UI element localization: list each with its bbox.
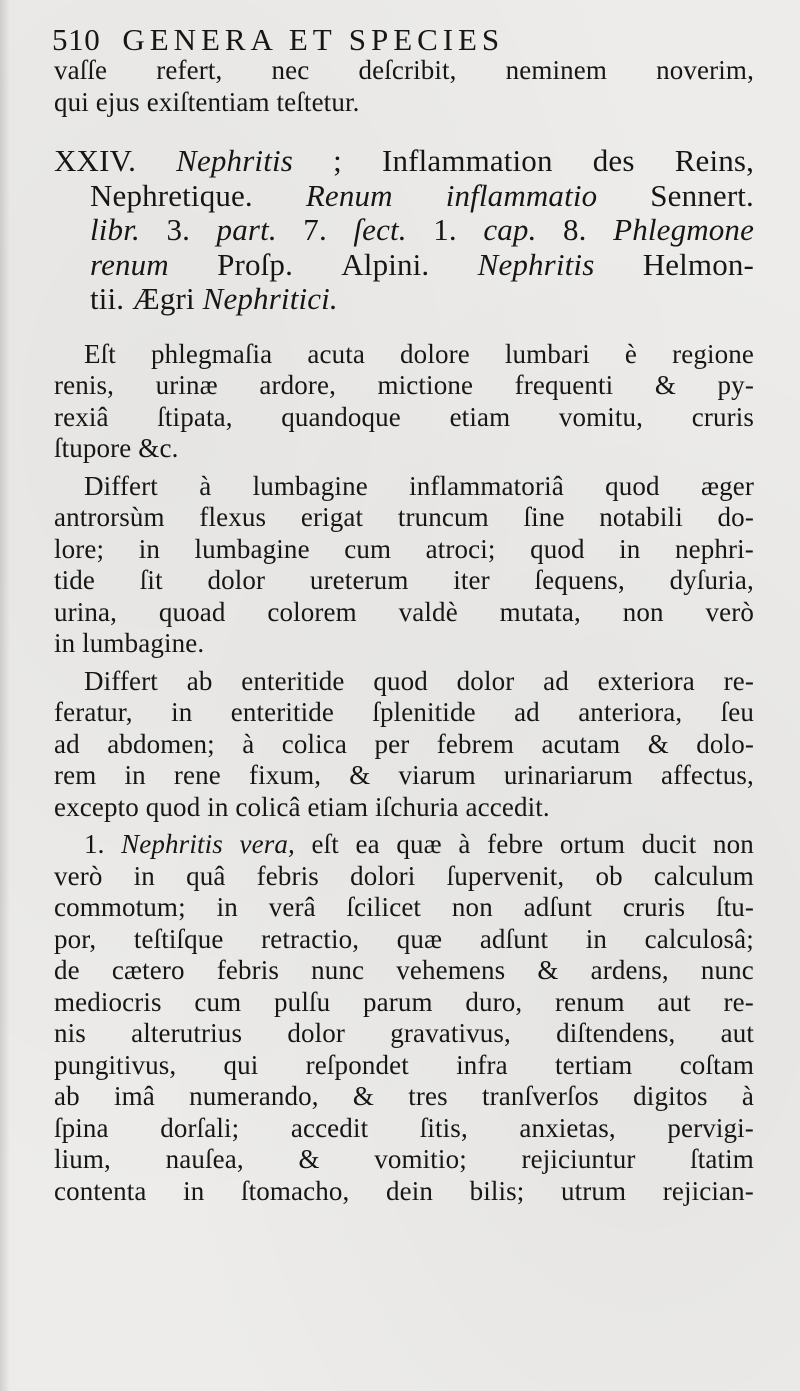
- word: Reins,: [674, 143, 754, 178]
- word: lumbagine: [252, 470, 368, 501]
- paragraph: [54, 339, 754, 465]
- word: &: [537, 955, 559, 985]
- word: libr.: [90, 212, 140, 247]
- word: dolor: [287, 1018, 345, 1048]
- word: vehemens: [396, 955, 506, 985]
- word: Eſt: [84, 338, 116, 369]
- word: anteriora,: [578, 697, 683, 727]
- intro-text: [54, 55, 754, 118]
- word: colorem: [267, 596, 357, 627]
- word: ſect.: [353, 212, 407, 247]
- word: &: [654, 370, 676, 400]
- word: in: [585, 923, 607, 954]
- word: ſtu-: [715, 892, 754, 922]
- word: enteritide: [230, 697, 335, 727]
- word: ad: [543, 665, 569, 696]
- word: nephri-: [674, 533, 754, 564]
- word: nauſea,: [165, 1144, 244, 1174]
- word: febris: [256, 860, 319, 891]
- text-line: [54, 1176, 754, 1208]
- text-line: [54, 666, 754, 698]
- word: utrum: [561, 1175, 627, 1206]
- word: Nephretique.: [90, 177, 253, 213]
- text-line: [54, 565, 754, 597]
- word: imâ: [113, 1081, 155, 1111]
- word: flexus: [199, 502, 267, 532]
- heading-line: [54, 144, 754, 179]
- running-head: [52, 24, 754, 55]
- text-line: qui ejus exiſtentiam teſtetur.: [54, 86, 360, 117]
- word: quod: [530, 533, 585, 564]
- word: parum: [362, 986, 433, 1017]
- word: nis: [54, 1018, 86, 1048]
- word: ad: [54, 728, 80, 759]
- word: deſcribit,: [358, 55, 457, 85]
- text-line: in lumbagine.: [54, 628, 205, 658]
- word: atroci;: [425, 533, 496, 564]
- word: Proſp.: [217, 246, 293, 282]
- word: quæ: [396, 829, 442, 859]
- text-line: [54, 987, 754, 1019]
- word: cruris: [622, 892, 686, 922]
- word: à: [242, 728, 255, 759]
- word: verò: [705, 596, 754, 627]
- word: vera,: [239, 829, 295, 859]
- word: pulſu: [274, 986, 331, 1017]
- word: antrorsùm: [54, 502, 165, 532]
- word: mutata,: [499, 596, 581, 627]
- word: quâ: [186, 860, 226, 891]
- word: dyſuria,: [669, 565, 754, 595]
- text-line: [54, 1144, 754, 1176]
- word: colica: [281, 728, 348, 759]
- word: etiam: [449, 401, 511, 432]
- word: part.: [216, 212, 277, 247]
- word: 8.: [563, 212, 587, 247]
- text-line: [54, 597, 754, 629]
- body-text: [54, 339, 754, 1208]
- word: febris: [216, 955, 280, 985]
- heading-line: [54, 213, 754, 248]
- word: accedit: [290, 1112, 369, 1143]
- word: quandoque: [281, 401, 401, 432]
- text-line: [54, 402, 754, 434]
- text-line: [54, 339, 754, 371]
- word: inflammatio: [445, 177, 598, 213]
- word: non: [622, 596, 664, 627]
- word: urinariarum: [503, 760, 633, 790]
- word: urinæ: [155, 370, 218, 400]
- word: quæ: [396, 923, 443, 954]
- word: reſpondet: [305, 1049, 409, 1080]
- word: tii.: [90, 281, 125, 316]
- word: acuta: [307, 338, 365, 369]
- word: in: [133, 860, 155, 891]
- word: febrem: [436, 728, 515, 759]
- text-line: [54, 1018, 754, 1050]
- text-line: [54, 1113, 754, 1145]
- word: truncum: [397, 502, 489, 532]
- word: cum: [344, 533, 392, 564]
- section-heading: [54, 144, 754, 317]
- text-line: [54, 892, 754, 924]
- word: renum: [555, 986, 625, 1017]
- word: Phlegmone: [613, 212, 754, 247]
- word: Differt: [84, 665, 158, 696]
- word: acutam: [541, 728, 621, 759]
- word: à: [741, 1081, 754, 1111]
- word: digitos: [633, 1081, 708, 1111]
- word: renum: [90, 246, 169, 282]
- word: quod: [605, 470, 660, 501]
- word: non: [451, 892, 493, 922]
- word: lumbari: [504, 338, 590, 369]
- word: ſtipata,: [157, 401, 233, 432]
- word: ſcilicet: [346, 892, 422, 922]
- word: dolo-: [696, 728, 754, 759]
- word: ardens,: [590, 955, 669, 985]
- word: iter: [453, 565, 490, 595]
- word: in: [138, 533, 160, 564]
- text-line: [54, 1050, 754, 1082]
- word: commotum;: [54, 892, 186, 922]
- word: vaſſe: [54, 55, 108, 85]
- word: verò: [54, 860, 103, 891]
- word: nunc: [311, 955, 365, 985]
- word: rejiciuntur: [521, 1144, 636, 1174]
- word: contenta: [54, 1175, 147, 1206]
- word: cruris: [691, 401, 754, 432]
- word: pungitivus,: [54, 1049, 177, 1080]
- text-line: [54, 829, 754, 861]
- word: Nephritici.: [194, 281, 338, 316]
- word: renis,: [54, 370, 115, 400]
- word: aut: [657, 986, 691, 1017]
- word: valdè: [398, 596, 458, 627]
- word: Nephritis: [477, 246, 595, 282]
- word: eſt: [311, 829, 339, 859]
- word: Renum: [305, 177, 393, 213]
- word: &: [352, 1081, 375, 1111]
- word: Ægri: [124, 281, 195, 316]
- word: &: [298, 1144, 320, 1174]
- text-line: [54, 370, 754, 402]
- word: lium,: [54, 1144, 111, 1174]
- word: abdomen;: [107, 728, 215, 759]
- heading-line: [54, 282, 754, 317]
- word: calculosâ;: [644, 923, 754, 954]
- word: duro,: [465, 986, 523, 1017]
- text-line: [54, 729, 754, 761]
- word: ea: [355, 829, 380, 859]
- word: regione: [672, 338, 754, 369]
- word: ardore,: [259, 370, 336, 400]
- word: dorſali;: [160, 1112, 240, 1143]
- text-line: [54, 55, 754, 87]
- word: tertiam: [555, 1049, 633, 1080]
- word: vomitio;: [374, 1144, 467, 1174]
- word: Helmon-: [642, 246, 754, 282]
- text-line: excepto quod in colicâ etiam iſchuria accedit.: [54, 791, 550, 822]
- text-line: [54, 955, 754, 987]
- word: calculum: [653, 860, 754, 891]
- word: ;: [333, 143, 342, 178]
- word: tres: [408, 1081, 448, 1111]
- word: non: [712, 829, 754, 859]
- word: rejician-: [662, 1175, 754, 1206]
- word: in: [124, 760, 146, 790]
- word: ortum: [559, 829, 626, 859]
- word: lore;: [54, 533, 105, 564]
- paragraph: [54, 471, 754, 660]
- word: dolori: [350, 860, 416, 891]
- word: æger: [700, 470, 754, 501]
- word: dolor: [456, 665, 515, 696]
- word: de: [54, 955, 80, 985]
- text-line: [54, 760, 754, 792]
- word: exteriora: [597, 665, 695, 696]
- word: vomitu,: [558, 401, 644, 432]
- word: ab: [54, 1081, 80, 1111]
- word: ab: [186, 665, 213, 696]
- text-line: [54, 502, 754, 534]
- word: retractio,: [261, 923, 360, 954]
- word: mictione: [377, 370, 474, 400]
- text-line: [54, 534, 754, 566]
- word: à: [199, 470, 212, 501]
- word: pervigi-: [667, 1112, 754, 1143]
- word: cum: [194, 986, 242, 1017]
- word: des: [592, 143, 635, 178]
- word: re-: [723, 665, 754, 696]
- word: do-: [717, 502, 754, 532]
- running-title: GENERA ET SPECIES: [122, 22, 505, 57]
- word: viarum: [398, 760, 476, 790]
- text-line: [54, 471, 754, 503]
- word: Inflammation: [382, 143, 553, 178]
- word: ducit: [641, 829, 697, 859]
- word: numerando,: [189, 1081, 319, 1111]
- word: neminem: [505, 55, 608, 85]
- word: in: [216, 892, 238, 922]
- paragraph: [54, 666, 754, 824]
- word: quoad: [158, 596, 226, 627]
- word: teſtiſque: [133, 923, 224, 954]
- word: ſeu: [720, 697, 754, 727]
- word: verâ: [268, 892, 316, 922]
- word: ad: [514, 697, 540, 727]
- word: dolor: [207, 565, 266, 595]
- word: 1.: [433, 212, 457, 247]
- word: frequenti: [514, 370, 614, 400]
- word: &: [647, 728, 669, 759]
- text-line: ſtupore &c.: [54, 433, 179, 463]
- word: fixum,: [249, 760, 322, 790]
- word: alterutrius: [131, 1018, 243, 1048]
- word: ſequens,: [534, 565, 625, 595]
- word: tide: [54, 565, 96, 595]
- word: por,: [54, 923, 97, 954]
- paragraph: [54, 829, 754, 1207]
- word: cap.: [483, 212, 537, 247]
- word: Nephritis: [121, 829, 223, 859]
- word: Alpini.: [341, 246, 430, 282]
- word: ob: [595, 860, 623, 891]
- page-number: 510: [52, 22, 101, 57]
- word: coſtam: [679, 1049, 754, 1080]
- word: rem: [54, 760, 97, 790]
- text-line: [54, 924, 754, 956]
- heading-line: [54, 179, 754, 214]
- word: feratur,: [54, 697, 133, 727]
- word: adſunt: [523, 892, 592, 922]
- word: phlegmaſia: [150, 338, 273, 369]
- word: rexiâ: [54, 401, 109, 432]
- word: rene: [173, 760, 221, 790]
- word: nec: [271, 55, 310, 85]
- word: febre: [487, 829, 544, 859]
- word: à: [458, 829, 471, 859]
- word: ureterum: [309, 565, 409, 595]
- word: ſitis,: [419, 1112, 468, 1143]
- text-line: [54, 1081, 754, 1113]
- word: urina,: [54, 596, 118, 627]
- word: Sennert.: [650, 177, 754, 213]
- word: aut: [720, 1018, 754, 1048]
- word: gravativus,: [390, 1018, 511, 1048]
- word: dolore: [400, 338, 470, 369]
- word: nunc: [700, 955, 754, 985]
- word: tranſverſos: [482, 1081, 599, 1111]
- word: ſine: [523, 502, 565, 532]
- word: &: [349, 760, 371, 790]
- word: 3.: [166, 212, 190, 247]
- word: ſpina: [54, 1112, 109, 1143]
- word: Differt: [84, 470, 158, 501]
- word: qui: [223, 1049, 259, 1080]
- word: dein: [386, 1175, 434, 1206]
- word: py-: [717, 370, 754, 400]
- word: ſit: [139, 565, 163, 595]
- word: inflammatoriâ: [409, 470, 564, 501]
- word: bilis;: [469, 1175, 525, 1206]
- word: affectus,: [660, 760, 754, 790]
- word: re-: [723, 986, 754, 1017]
- word: ſtomacho,: [240, 1175, 350, 1206]
- word: 1.: [84, 829, 105, 859]
- word: per: [374, 728, 410, 759]
- word: infra: [456, 1049, 508, 1080]
- word: lumbagine: [194, 533, 310, 564]
- word: diſtendens,: [556, 1018, 676, 1048]
- word: anxietas,: [519, 1112, 616, 1143]
- word: è: [624, 338, 638, 369]
- word: refert,: [156, 55, 223, 85]
- word: in: [183, 1175, 205, 1206]
- word: enteritide: [241, 665, 345, 696]
- word: cætero: [111, 955, 185, 985]
- word: ſplenitide: [372, 697, 476, 727]
- heading-line: [54, 248, 754, 283]
- word: XXIV.: [54, 143, 137, 178]
- word: in: [171, 697, 193, 727]
- word: ſupervenit,: [446, 860, 565, 891]
- word: quod: [373, 665, 428, 696]
- word: notabili: [599, 502, 683, 532]
- word: in: [619, 533, 641, 564]
- word: erigat: [300, 502, 364, 532]
- word: noverim,: [656, 55, 754, 85]
- word: ſtatim: [690, 1144, 754, 1174]
- word: mediocris: [54, 986, 162, 1017]
- word: 7.: [303, 212, 327, 247]
- word: Nephritis: [176, 143, 293, 178]
- text-line: [54, 861, 754, 893]
- word: adſunt: [479, 923, 549, 954]
- text-line: [54, 697, 754, 729]
